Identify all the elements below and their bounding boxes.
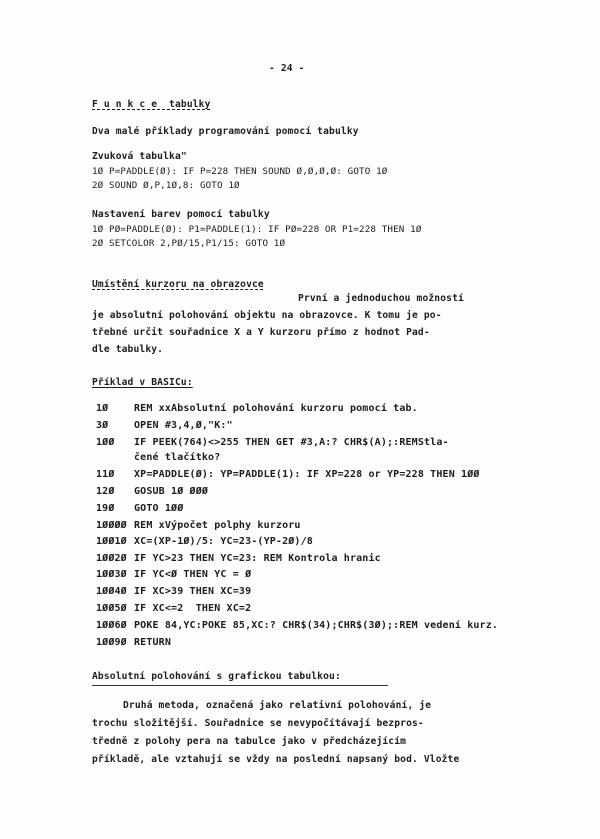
- line-number: 11Ø: [96, 469, 115, 480]
- paragraph-line: příkladě, ale vztahují se vždy na poslední napsaný bod. Vložte: [92, 754, 460, 765]
- section-heading-priklad-basic: Příklad v BASICu:: [92, 377, 193, 388]
- code-continuation: čené tlačítko?: [134, 452, 221, 463]
- code-line: 1Ø PØ=PADDLE(Ø): P1=PADDLE(1): IF PØ=228 OR P1=228 THEN 1Ø: [92, 224, 422, 235]
- heading-underline: [92, 685, 388, 686]
- sound-table-title: Zvuková tabulka": [92, 151, 187, 162]
- paragraph-line: třebné určit souřadnice X a Y kurzoru přímo z hodnot Pad-: [92, 327, 430, 338]
- code-text: GOTO 1ØØ: [134, 503, 184, 514]
- code-line: 2Ø SETCOLOR 2,PØ/15,P1/15: GOTO 1Ø: [92, 238, 286, 249]
- code-text: IF XC<=2 THEN XC=2: [134, 603, 252, 614]
- code-line: 1Ø P=PADDLE(Ø): IF P=228 THEN SOUND Ø,Ø,Ø,Ø: GOTO 1Ø: [92, 166, 388, 177]
- line-number: 1ØØ6Ø: [96, 620, 127, 631]
- section-heading-funkce-tabulky: F u n k c e tabulky: [92, 99, 211, 110]
- paragraph-line: Druhá metoda, označená jako relativní polohování, je: [123, 700, 432, 711]
- line-number: 19Ø: [96, 503, 115, 514]
- code-text: XP=PADDLE(Ø): YP=PADDLE(1): IF XP=228 or YP=228 THEN 1ØØ: [134, 469, 480, 480]
- section-heading-umisteni-kurzoru: Umístění kurzoru na obrazovce: [92, 279, 264, 290]
- line-number: 1ØØ: [96, 437, 115, 448]
- paragraph-line: tředně z polohy pera na tabulce jako v předcházejícím: [92, 736, 407, 747]
- line-number: 1ØØ4Ø: [96, 586, 127, 597]
- color-table-title: Nastavení barev pomocí tabulky: [92, 209, 270, 220]
- code-text: OPEN #3,4,Ø,"K:": [134, 420, 233, 431]
- paragraph-line: První a jednoduchou možností: [298, 293, 464, 304]
- code-text: REM xVýpočet polphy kurzoru: [134, 520, 301, 531]
- paragraph-line: trochu složitější. Souřadnice se nevypočítávají bezpros-: [92, 718, 424, 729]
- line-number: 1Ø: [96, 403, 109, 414]
- code-text: IF YC<Ø THEN YC = Ø: [134, 569, 252, 580]
- line-number: 1ØØ5Ø: [96, 603, 127, 614]
- page-number: - 24 -: [269, 63, 305, 74]
- line-number: 1ØØ2Ø: [96, 553, 127, 564]
- line-number: 1ØØ3Ø: [96, 569, 127, 580]
- intro-text: Dva malé příklady programování pomocí tabulky: [92, 126, 359, 137]
- line-number: 12Ø: [96, 486, 115, 497]
- code-line: 2Ø SOUND Ø,P,1Ø,8: GOTO 1Ø: [92, 180, 240, 191]
- code-text: IF YC>23 THEN YC=23: REM Kontrola hranic: [134, 553, 381, 564]
- code-text: IF XC>39 THEN XC=39: [134, 586, 252, 597]
- code-text: REM xxAbsolutní polohování kurzoru pomocí tab.: [134, 403, 418, 414]
- code-text: GOSUB 1Ø ØØØ: [134, 486, 209, 497]
- code-text: RETURN: [134, 637, 172, 648]
- code-text: POKE 84,YC:POKE 85,XC:? CHR$(34);CHR$(3Ø);:REM vedení kurz.: [134, 620, 499, 631]
- paragraph-line: dle tabulky.: [92, 344, 164, 355]
- line-number: 1ØØØØ: [96, 520, 127, 531]
- line-number: 3Ø: [96, 420, 109, 431]
- line-number: 1ØØ9Ø: [96, 637, 127, 648]
- line-number: 1ØØ1Ø: [96, 536, 127, 547]
- code-text: XC=(XP-1Ø)/5: YC=23-(YP-2Ø)/8: [134, 536, 313, 547]
- section-heading-graficka-tabulka: Absolutní polohování s grafickou tabulkou:: [92, 671, 341, 682]
- paragraph-line: je absolutní polohování objektu na obrazovce. K tomu je po-: [92, 310, 442, 321]
- code-text: IF PEEK(764)<>255 THEN GET #3,A:? CHR$(A);:REMStla-: [134, 437, 449, 448]
